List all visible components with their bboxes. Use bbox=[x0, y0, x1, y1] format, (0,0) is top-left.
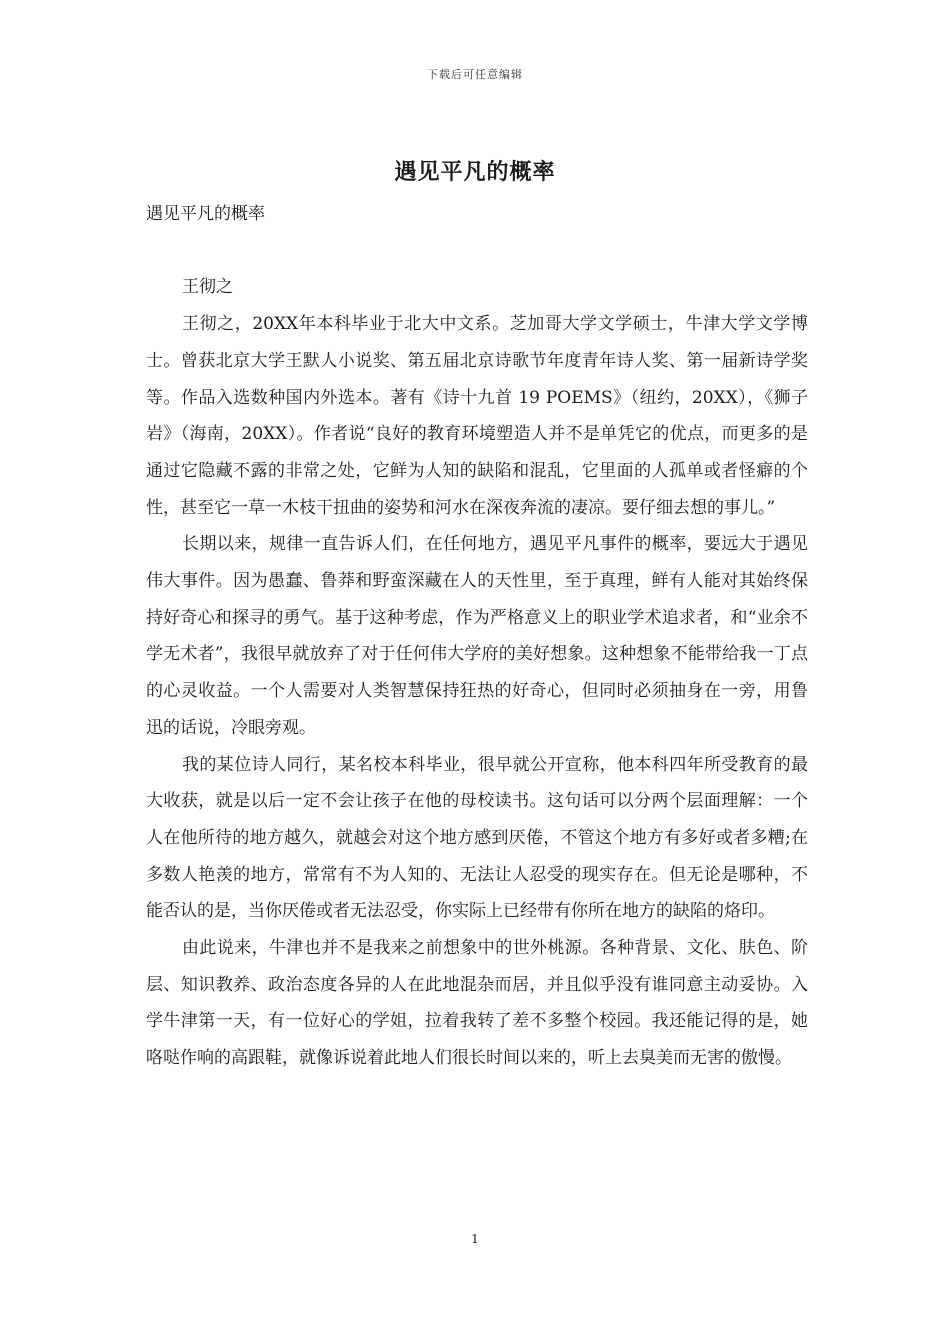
paragraph-author-bio: 王彻之，20XX年本科毕业于北大中文系。芝加哥大学文学硕士，牛津大学文学博士。曾获北京大学王默人小说奖、第五届北京诗歌节年度青年诗人奖、第一届新诗学奖等。作品入选数种国内外选本。著有《诗十九首 19 POEMS》（纽约，20XX），《狮子岩》（海南，20XX）。作者说“良好的教育环境塑造人并不是单凭它的优点，而更多的是通过它隐藏不露的非常之处，它鲜为人知的缺陷和混乱，它里面的人孤单或者怪癖的个性，甚至它一草一木枝干扭曲的姿势和河水在深夜奔流的凄凉。要仔细去想的事儿。” bbox=[146, 314, 808, 518]
document-body bbox=[146, 196, 808, 1077]
paragraph-3: 我的某位诗人同行，某名校本科毕业，很早就公开宣称，他本科四年所受教育的最大收获，就是以后一定不会让孩子在他的母校读书。这句话可以分两个层面理解：一个人在他所待的地方越久，就越会对这个地方感到厌倦，不管这个地方有多好或者多糟;在多数人艳羡的地方，常常有不为人知的、无法让人忍受的现实存在。但无论是哪种，不能否认的是，当你厌倦或者无法忍受，你实际上已经带有你所在地方的缺陷的烙印。 bbox=[146, 754, 808, 922]
author-line: 王彻之 bbox=[182, 277, 233, 298]
paragraph-4: 由此说来，牛津也并不是我来之前想象中的世外桃源。各种背景、文化、肤色、阶层、知识教养、政治态度各异的人在此地混杂而居，并且似乎没有谁同意主动妥协。入学牛津第一天，有一位好心的学姐，拉着我转了差不多整个校园。我还能记得的是，她咯哒作响的高跟鞋，就像诉说着此地人们很长时间以来的，听上去臭美而无害的傲慢。 bbox=[146, 938, 808, 1069]
subtitle: 遇见平凡的概率 bbox=[146, 204, 265, 224]
paragraph-2: 长期以来，规律一直告诉人们，在任何地方，遇见平凡事件的概率，要远大于遇见伟大事件。因为愚蠢、鲁莽和野蛮深藏在人的天性里，至于真理，鲜有人能对其始终保持好奇心和探寻的勇气。基于这种考虑，作为严格意义上的职业学术追求者，和“业余不学无术者”，我很早就放弃了对于任何伟大学府的美好想象。这种想象不能带给我一丁点的心灵收益。一个人需要对人类智慧保持狂热的好奇心，但同时必须抽身在一旁，用鲁迅的话说，冷眼旁观。 bbox=[146, 534, 808, 738]
header-note: 下载后可任意编辑 bbox=[427, 68, 523, 81]
blank-line bbox=[146, 233, 808, 270]
document-title: 遇见平凡的概率 bbox=[394, 159, 556, 185]
page-number: 1 bbox=[471, 1232, 479, 1246]
